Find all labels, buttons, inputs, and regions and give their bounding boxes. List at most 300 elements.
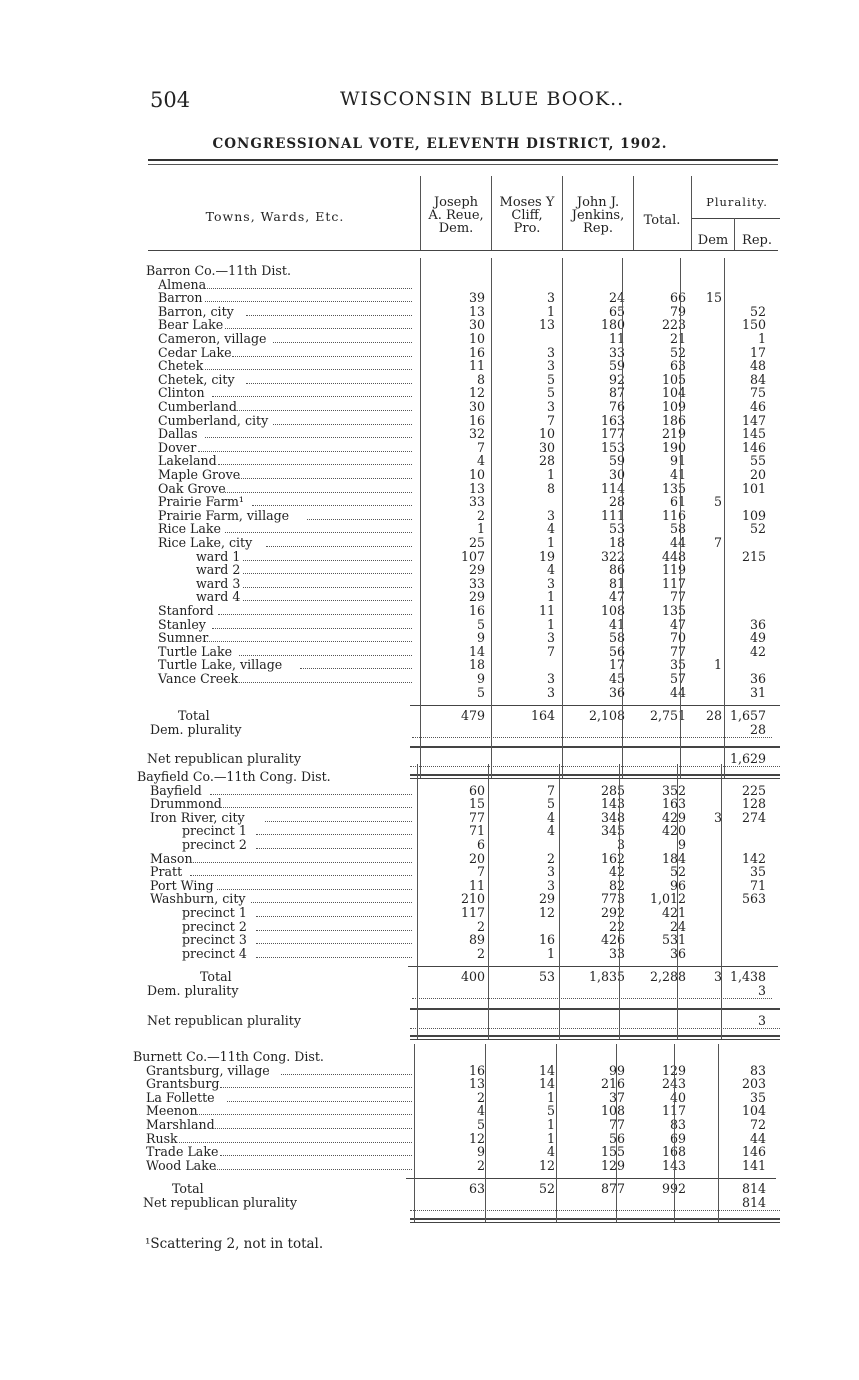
- cell-pro: 2: [546, 850, 555, 866]
- leader-dots: [198, 451, 412, 452]
- cell-pro: 28: [538, 453, 555, 469]
- cell-pr: 46: [749, 399, 766, 414]
- county-title: Barron Co.—11th Dist.: [146, 263, 291, 278]
- cell-pro: 5: [546, 796, 555, 812]
- cell-rep: 143: [600, 796, 625, 812]
- cell-pro: 30: [538, 439, 555, 455]
- cell-pr: 75: [749, 385, 766, 401]
- table-row: [130, 1104, 780, 1118]
- cell-dem: 16: [468, 344, 485, 360]
- leader-dots: [227, 1101, 412, 1102]
- cell-dem: 39: [468, 290, 485, 306]
- cell-rep: 1,835: [588, 969, 625, 985]
- cell-rep: 11: [608, 331, 625, 346]
- cell-pro: 12: [538, 905, 555, 920]
- table-rule: [412, 737, 772, 738]
- table-rule: [410, 1222, 780, 1223]
- cell-pr: 128: [741, 796, 766, 812]
- row-label: precinct 3: [182, 932, 247, 948]
- row-label: Port Wing: [150, 877, 214, 893]
- cell-total: 119: [661, 562, 686, 578]
- page-header: [150, 88, 730, 114]
- col-line: [691, 176, 692, 250]
- cell-pr: 3: [757, 983, 766, 998]
- cell-rep: 155: [600, 1144, 625, 1160]
- table-row: [130, 414, 780, 428]
- cell-pr: 1,438: [729, 969, 766, 985]
- row-label: precinct 2: [182, 837, 247, 852]
- cell-rep: 111: [600, 507, 625, 523]
- footnote: ¹Scattering 2, not in total.: [145, 1236, 324, 1252]
- cell-pro: 1: [546, 616, 555, 632]
- cell-pr: 28: [749, 721, 766, 737]
- cell-rep: 773: [600, 891, 625, 907]
- table-rule: [410, 1210, 780, 1211]
- table-row: [130, 454, 780, 468]
- table-row: [130, 824, 780, 838]
- cell-pr: 72: [749, 1117, 766, 1132]
- table-row: [130, 577, 780, 591]
- cell-pro: 3: [546, 344, 555, 360]
- cell-pr: 814: [741, 1195, 766, 1210]
- table-row: [130, 984, 780, 998]
- cell-rep: 81: [608, 575, 625, 591]
- cell-total: 168: [661, 1144, 686, 1160]
- table-row: [130, 797, 780, 811]
- leader-dots: [225, 492, 412, 493]
- cell-pr: 44: [749, 1130, 766, 1146]
- cell-dem: 12: [468, 385, 485, 401]
- cell-pro: 29: [538, 891, 555, 907]
- col-line: [633, 176, 634, 250]
- cell-rep: 129: [600, 1157, 625, 1173]
- cell-pro: 4: [546, 562, 555, 578]
- table-row: [130, 1014, 780, 1028]
- table-row: [130, 1196, 780, 1210]
- cell-total: 135: [661, 480, 686, 496]
- cell-pr: 83: [749, 1062, 766, 1078]
- cell-dem: 1: [476, 521, 485, 537]
- table-row: [130, 1145, 780, 1159]
- table-row: [130, 590, 780, 604]
- cell-dem: 107: [460, 548, 485, 564]
- cell-rep: 99: [608, 1062, 625, 1078]
- cell-dem: 60: [468, 782, 485, 798]
- row-label: Pratt: [150, 864, 183, 880]
- table-rule: [410, 1008, 780, 1010]
- row-label: Cedar Lake: [158, 344, 232, 360]
- cell-total: 83: [669, 1117, 686, 1132]
- row-label: Trade Lake: [146, 1144, 219, 1160]
- leader-dots: [220, 1087, 412, 1088]
- leader-dots: [243, 600, 412, 601]
- cell-total: 2,751: [649, 708, 686, 724]
- col-line: [677, 764, 678, 1039]
- cell-pr: 563: [741, 891, 766, 907]
- cell-rep: 53: [608, 521, 625, 537]
- cell-rep: 153: [600, 439, 625, 455]
- cell-rep: 58: [608, 630, 625, 646]
- cell-total: 2,288: [649, 969, 686, 985]
- row-label: Grantsburg, village: [146, 1062, 270, 1078]
- cell-dem: 9: [476, 671, 485, 686]
- row-label: Cameron, village: [158, 331, 267, 346]
- cell-dem: 479: [460, 708, 485, 724]
- row-label: Rusk: [146, 1130, 178, 1146]
- cell-total: 186: [661, 412, 686, 428]
- cell-pr: 150: [741, 317, 766, 333]
- row-label: Dover: [158, 439, 197, 455]
- cell-rep: 87: [608, 385, 625, 401]
- cell-pro: 164: [530, 708, 555, 724]
- cell-dem: 89: [468, 932, 485, 948]
- cell-total: 69: [669, 1130, 686, 1146]
- cell-rep: 77: [608, 1117, 625, 1132]
- cell-dem: 5: [476, 616, 485, 632]
- cell-rep: 108: [600, 1103, 625, 1119]
- cell-dem: 63: [468, 1181, 485, 1197]
- cell-pr: 84: [749, 371, 766, 387]
- cell-total: 91: [669, 453, 686, 469]
- leader-dots: [246, 315, 412, 316]
- col-head-jenkins: John J. Jenkins, Rep.: [571, 195, 625, 236]
- cell-pr: 274: [741, 809, 766, 825]
- cell-dem: 16: [468, 412, 485, 428]
- cell-pd: 7: [713, 535, 722, 550]
- cell-rep: 3: [616, 837, 625, 852]
- leader-dots: [193, 1114, 412, 1115]
- row-label: Maple Grove: [158, 467, 241, 482]
- cell-total: 135: [661, 603, 686, 618]
- cell-rep: 345: [600, 823, 625, 839]
- table-row: [130, 906, 780, 920]
- cell-total: 24: [669, 918, 686, 934]
- leader-dots: [217, 889, 412, 890]
- row-label: precinct 1: [182, 905, 247, 920]
- table-row: [130, 631, 780, 645]
- cell-pr: 35: [749, 864, 766, 880]
- cell-rep: 59: [608, 358, 625, 374]
- row-label: ward 2: [196, 562, 241, 578]
- cell-pr: 35: [749, 1089, 766, 1105]
- cell-total: 52: [669, 864, 686, 880]
- table-row: [130, 672, 780, 686]
- cell-rep: 42: [608, 864, 625, 880]
- header-rule: [148, 159, 778, 161]
- cell-pd: 3: [713, 969, 722, 985]
- cell-rep: 108: [600, 603, 625, 618]
- cell-pr: 55: [749, 453, 766, 469]
- col-line: [562, 258, 563, 778]
- cell-rep: 216: [600, 1076, 625, 1092]
- cell-dem: 71: [468, 823, 485, 839]
- row-label: ward 1: [196, 548, 241, 564]
- table-row: [130, 441, 780, 455]
- cell-pr: 3: [757, 1012, 766, 1028]
- leader-dots: [273, 342, 412, 343]
- cell-pr: 215: [741, 548, 766, 564]
- cell-rep: 24: [608, 290, 625, 306]
- cell-total: 66: [669, 290, 686, 306]
- table-row: [130, 386, 780, 400]
- col-line: [622, 258, 623, 778]
- cell-rep: 163: [600, 412, 625, 428]
- cell-dem: 9: [476, 1144, 485, 1160]
- cell-total: 77: [669, 643, 686, 659]
- cell-total: 163: [661, 796, 686, 812]
- table-row: [130, 373, 780, 387]
- cell-rep: 30: [608, 467, 625, 482]
- cell-pr: 141: [741, 1157, 766, 1173]
- cell-dem: 29: [468, 589, 485, 605]
- row-label: precinct 4: [182, 945, 247, 961]
- row-label: Stanley: [158, 616, 206, 632]
- cell-rep: 86: [608, 562, 625, 578]
- cell-pro: 1: [546, 467, 555, 482]
- col-head-total: Total.: [643, 213, 681, 228]
- col-line: [491, 258, 492, 778]
- cell-total: 531: [661, 932, 686, 948]
- cell-total: 47: [669, 616, 686, 632]
- col-line: [485, 1044, 486, 1222]
- leader-dots: [239, 682, 412, 683]
- cell-total: 420: [661, 823, 686, 839]
- cell-pro: 10: [538, 426, 555, 442]
- row-label: Washburn, city: [150, 891, 246, 907]
- leader-dots: [273, 424, 412, 425]
- net-plurality-label: Net republican plurality: [147, 1012, 301, 1028]
- leader-dots: [232, 356, 412, 357]
- table-row: [130, 278, 780, 292]
- leader-dots: [232, 410, 412, 411]
- dem-plurality-label: Dem. plurality: [147, 983, 239, 998]
- cell-pr: 225: [741, 782, 766, 798]
- table-row: [130, 879, 780, 893]
- cell-total: 79: [669, 303, 686, 319]
- cell-total: 58: [669, 521, 686, 537]
- col-line: [556, 1044, 557, 1222]
- leader-dots: [243, 573, 412, 574]
- county-title: Burnett Co.—11th Cong. Dist.: [133, 1049, 324, 1064]
- cell-dem: 16: [468, 603, 485, 618]
- cell-total: 184: [661, 850, 686, 866]
- cell-dem: 117: [460, 905, 485, 920]
- cell-pd: 15: [705, 290, 722, 306]
- cell-pr: 146: [741, 1144, 766, 1160]
- cell-pro: 3: [546, 877, 555, 893]
- cell-rep: 82: [608, 877, 625, 893]
- table-row: [130, 1132, 780, 1146]
- leader-dots: [212, 396, 412, 397]
- table-row: [130, 536, 780, 550]
- cell-pro: 3: [546, 864, 555, 880]
- cell-pro: 1: [546, 535, 555, 550]
- leader-dots: [256, 834, 412, 835]
- cell-pro: 1: [546, 303, 555, 319]
- cell-pro: 1: [546, 1089, 555, 1105]
- cell-pro: 53: [538, 969, 555, 985]
- cell-total: 105: [661, 371, 686, 387]
- cell-pro: 13: [538, 317, 555, 333]
- cell-pro: 3: [546, 290, 555, 306]
- table-row: [130, 563, 780, 577]
- table-row: [130, 468, 780, 482]
- table-row: [130, 482, 780, 496]
- net-plurality-label: Net republican plurality: [147, 751, 301, 767]
- table-row: [130, 865, 780, 879]
- cell-rep: 114: [600, 480, 625, 496]
- cell-pro: 16: [538, 932, 555, 948]
- cell-pr: 101: [741, 480, 766, 496]
- table-row: [130, 618, 780, 632]
- row-label: Drummond: [150, 796, 222, 812]
- cell-pro: 5: [546, 1103, 555, 1119]
- table-row: [130, 723, 780, 737]
- cell-pr: 36: [749, 671, 766, 686]
- cell-dem: 7: [476, 864, 485, 880]
- cell-rep: 59: [608, 453, 625, 469]
- leader-dots: [251, 902, 412, 903]
- cell-pro: 4: [546, 1144, 555, 1160]
- leader-dots: [243, 587, 412, 588]
- cell-dem: 9: [476, 630, 485, 646]
- cell-pr: 36: [749, 616, 766, 632]
- cell-total: 421: [661, 905, 686, 920]
- table-row: [130, 645, 780, 659]
- cell-pro: 3: [546, 630, 555, 646]
- row-label: Vance Creek: [158, 671, 239, 686]
- leader-dots: [243, 560, 412, 561]
- total-label: Total: [178, 708, 210, 724]
- col-line: [718, 1044, 719, 1222]
- cell-total: 104: [661, 385, 686, 401]
- cell-dem: 30: [468, 317, 485, 333]
- leader-dots: [205, 369, 412, 370]
- cell-pro: 11: [538, 603, 555, 618]
- row-label: Prairie Farm, village: [158, 507, 290, 523]
- leader-dots: [256, 916, 412, 917]
- cell-dem: 8: [476, 371, 485, 387]
- table-row: [130, 359, 780, 373]
- cell-pr: 71: [749, 877, 766, 893]
- col-line: [724, 258, 725, 778]
- cell-dem: 15: [468, 796, 485, 812]
- col-head-plurality: Plurality.: [706, 195, 768, 209]
- cell-total: 63: [669, 358, 686, 374]
- row-label: Barron, city: [158, 303, 234, 319]
- leader-dots: [179, 1142, 412, 1143]
- net-plurality-label: Net republican plurality: [143, 1195, 297, 1210]
- cell-pro: 5: [546, 371, 555, 387]
- cell-rep: 65: [608, 303, 625, 319]
- row-label: Dallas: [158, 426, 198, 442]
- cell-pr: 17: [749, 344, 766, 360]
- cell-pro: 1: [546, 1117, 555, 1132]
- row-label: Chetek: [158, 358, 204, 374]
- col-line: [488, 764, 489, 1039]
- col-head-dem: Dem: [697, 233, 729, 248]
- table-rule: [410, 1039, 780, 1040]
- table-row: [130, 346, 780, 360]
- leader-dots: [266, 546, 412, 547]
- cell-rep: 36: [608, 684, 625, 700]
- cell-pr: 1: [757, 331, 766, 346]
- cell-pro: 19: [538, 548, 555, 564]
- col-line: [674, 1044, 675, 1222]
- row-label: Turtle Lake, village: [158, 657, 283, 673]
- cell-total: 129: [661, 1062, 686, 1078]
- leader-dots: [212, 628, 412, 629]
- cell-rep: 92: [608, 371, 625, 387]
- cell-pr: 145: [741, 426, 766, 442]
- table-row: [130, 1159, 780, 1173]
- dem-plurality-label: Dem. plurality: [150, 721, 242, 737]
- cell-pr: 49: [749, 630, 766, 646]
- county-title: Bayfield Co.—11th Cong. Dist.: [137, 769, 331, 784]
- cell-rep: 877: [600, 1181, 625, 1197]
- cell-dem: 13: [468, 303, 485, 319]
- table-row: [130, 752, 780, 766]
- row-label: Prairie Farm¹: [158, 494, 244, 510]
- cell-rep: 348: [600, 809, 625, 825]
- leader-dots: [205, 437, 412, 438]
- cell-rep: 162: [600, 850, 625, 866]
- cell-rep: 177: [600, 426, 625, 442]
- cell-pr: 48: [749, 358, 766, 374]
- cell-pr: 146: [741, 439, 766, 455]
- row-label: Chetek, city: [158, 371, 235, 387]
- table-row: [130, 332, 780, 346]
- cell-total: 77: [669, 589, 686, 605]
- cell-rep: 28: [608, 494, 625, 510]
- table-row: [130, 495, 780, 509]
- leader-dots: [307, 519, 412, 520]
- cell-rep: 2,108: [588, 708, 625, 724]
- cell-dem: 33: [468, 494, 485, 510]
- col-head-reue: Joseph A. Reue, Dem.: [428, 195, 484, 236]
- cell-rep: 180: [600, 317, 625, 333]
- leader-dots: [256, 957, 412, 958]
- cell-pr: 52: [749, 521, 766, 537]
- row-label: Cumberland, city: [158, 412, 269, 428]
- cell-pd: 28: [705, 708, 722, 724]
- leader-dots: [218, 614, 412, 615]
- leader-dots: [246, 383, 412, 384]
- cell-rep: 37: [608, 1089, 625, 1105]
- cell-dem: 6: [476, 837, 485, 852]
- cell-total: 40: [669, 1089, 686, 1105]
- table-row: [130, 305, 780, 319]
- cell-dem: 12: [468, 1130, 485, 1146]
- cell-rep: 33: [608, 945, 625, 961]
- leader-dots: [281, 1074, 412, 1075]
- cell-pro: 3: [546, 507, 555, 523]
- cell-total: 448: [661, 548, 686, 564]
- table-rule: [410, 1028, 780, 1029]
- header-rule-thin: [148, 164, 778, 165]
- table-rule: [412, 998, 772, 999]
- cell-rep: 76: [608, 399, 625, 414]
- table-row: [130, 892, 780, 906]
- cell-total: 96: [669, 877, 686, 893]
- row-label: Turtle Lake: [158, 643, 233, 659]
- leader-dots: [218, 464, 412, 465]
- table-row: [130, 1118, 780, 1132]
- cell-dem: 11: [468, 358, 485, 374]
- cell-total: 41: [669, 467, 686, 482]
- cell-rep: 426: [600, 932, 625, 948]
- cell-pr: 20: [749, 467, 766, 482]
